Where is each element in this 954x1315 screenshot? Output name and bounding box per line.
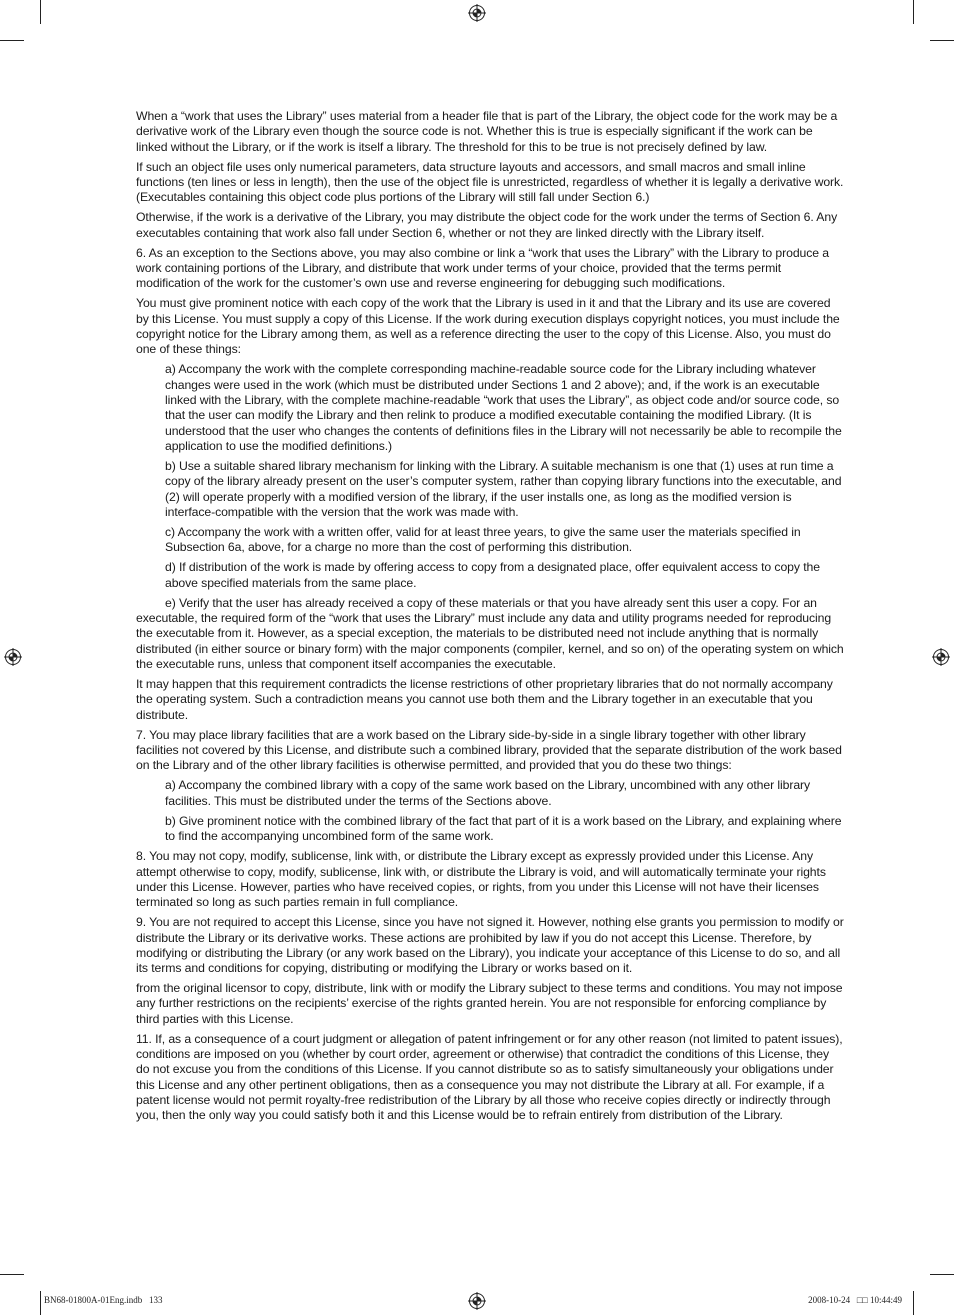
registration-target-icon [468,4,486,22]
crop-mark [40,1291,41,1315]
crop-mark [0,40,24,41]
crop-mark [40,0,41,24]
crop-mark [913,1291,914,1315]
paragraph [136,596,844,672]
license-text-body [136,109,844,1128]
paragraph-text: For an executable, the required form of the “work that uses the Library” must include any data and utility programs needed for reproducing the executable from it. However, as a special exception, the materials to be distributed need not include anything that is normally distributed (in either source or binary form) with the major components (compiler, kernel, and so on) of the operating system on which the executable runs, unless that component itself accompanies the executable. [136,595,844,671]
paragraph: It may happen that this requirement contradicts the license restrictions of other proprietary libraries that do not normally accompany the operating system. Such a contradiction means you cannot use both them and the Library together in an executable that you distribute. [136,677,833,722]
list-item: a) Accompany the combined library with a copy of the same work based on the Library, uncombined with any other library facilities. This must be distributed under the terms of the Sections above. [165,778,811,808]
paragraph: 7. You may place library facilities that are a work based on the Library side-by-side in a single library together with other library facilities not covered by this License, and distribute such a combined library, provided that the separate distribution of the work based on the Library and of the other library facilities is otherwise permitted, and provided that you do these two things: [136,727,842,773]
crop-mark [930,1274,954,1275]
paragraph: 11. If, as a consequence of a court judgment or allegation of patent infringement or for any other reason (not limited to patent issues), conditions are imposed on you (whether by court order, agreement or otherwise) that contradict the conditions of this License, they do not excuse you from the conditions of this License. If you cannot distribute so as to satisfy simultaneously your obligations under this License and any other pertinent obligations, then as a consequence you may not distribute the Library at all. For example, if a patent license would not permit royalty-free redistribution of the Library by all those who receive copies directly or indirectly through you, then the only way you could satisfy both it and this License would be to refrain entirely from distribution of the Library. [136,1031,843,1123]
paragraph: from the original licensor to copy, distribute, link with or modify the Library subject to these terms and conditions. You may not impose any further restrictions on the recipients’ exercise of the rights granted herein. You are not responsible for enforcing compliance by third parties with this License. [136,981,843,1026]
paragraph: If such an object file uses only numerical parameters, data structure layouts and accessors, and small macros and small inline functions (ten lines or less in length), then the use of the object file is unrestricted, regardless of whether it is legally a derivative work. (Executables containing this object code plus portions of the Library will still fall under Section 6.) [136,159,844,205]
list-item: a) Accompany the work with the complete corresponding machine-readable source code for the Library including whatever changes were used in the work (which must be distributed under Sections 1 and 2 above); and, if the work is an executable linked with the Library, with the complete machine-readable “work that uses the Library”, as object code and/or source code, so that the user can modify the Library and then relink to produce a modified executable containing the modified Library. (It is understood that the user who changes the contents of definitions files in the Library will not necessarily be able to recompile the application to use the modified definitions.) [165,362,842,453]
paragraph: 9. You are not required to accept this License, since you have not signed it. However, nothing else grants you permission to modify or distribute the Library or its derivative works. These actions are prohibited by law if you do not accept this License. Therefore, by modifying or distributing the Library (or any work based on the Library), you indicate your acceptance of this License to do so, and all its terms and conditions for copying, distributing or modifying the Library or works based on it. [136,915,844,976]
list-item: c) Accompany the work with a written offer, valid for at least three years, to give the same user the materials specified in Subsection 6a, above, for a charge no more than the cost of performing this distribution. [165,525,801,555]
crop-mark [930,40,954,41]
paragraph: 8. You may not copy, modify, sublicense, link with, or distribute the Library except as expressly provided under this License. Any attempt otherwise to copy, modify, sublicense, link with, or distribute the Library is void, and will automatically terminate your rights under this License. However, parties who have received copies, or rights, from you under this License will not have their licenses terminated so long as such parties remain in full compliance. [136,849,826,910]
registration-target-icon [932,648,950,666]
paragraph: Otherwise, if the work is a derivative of the Library, you may distribute the object code for the work under the terms of Section 6. Any executables containing that work also fall under Section 6, whether or not they are linked directly with the Library itself. [136,210,838,240]
registration-target-icon [468,1292,486,1310]
list-item: d) If distribution of the work is made by offering access to copy from a designated place, offer equivalent access to copy the above specified materials from the same place. [165,560,820,590]
list-item: b) Give prominent notice with the combined library of the fact that part of it is a work based on the Library, and explaining where to find the accompanying uncombined form of the same work. [165,813,842,844]
paragraph: 6. As an exception to the Sections above, you may also combine or link a “work that uses the Library” with the Library to produce a work containing portions of the Library, and distribute that work under terms of your choice, provided that the terms permit modification of the work for the customer’s own use and reverse engineering for debugging such modifications. [136,245,830,291]
footer-timestamp: 2008-10-24 □□ 10:44:49 [808,1295,902,1305]
crop-mark [0,1274,24,1275]
paragraph: When a “work that uses the Library” uses material from a header file that is part of the Library, the object code for the work may be a derivative work of the Library even though the source code is not. Whether this is true is especially significant if the work can be linked without the Library, or if the work is itself a library. The threshold for this to be true is not precisely defined by law. [136,109,838,154]
crop-mark [913,0,914,24]
list-item-e: e) Verify that the user has already received a copy of these materials or that you have already sent this user a copy. [165,595,779,610]
list-item: b) Use a suitable shared library mechanism for linking with the Library. A suitable mechanism is one that (1) uses at run time a copy of the library already present on the user’s computer system, rather than copying library functions into the executable, and (2) will operate properly with a modified version of the library, if the user installs one, as long as the modified version is interface-compatible with the version that the work was made with. [165,459,842,519]
registration-target-icon [4,648,22,666]
paragraph: You must give prominent notice with each copy of the work that the Library is used in it and that the Library and its use are covered by this License. You must supply a copy of this License. If the work during execution displays copyright notices, you must include the copyright notice for the Library among them, as well as a reference directing the user to the copy of this License. Also, you must do one of these things: [136,296,840,357]
footer-file-info: BN68-01800A-01Eng.indb 133 [44,1295,163,1305]
